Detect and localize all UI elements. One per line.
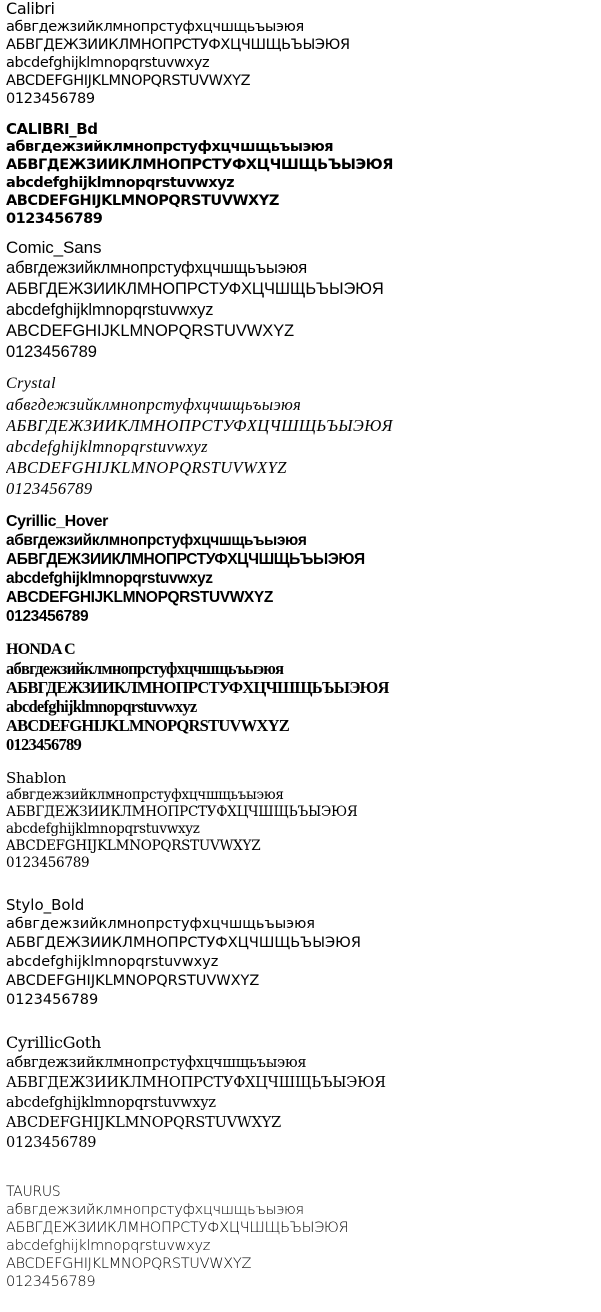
lowercase-cyrillic-sample: абвгдежзийклмнопрстуфхцчшщьъыэюя [6,1202,304,1218]
digits-sample: 0123456789 [6,211,103,227]
font-sample-honda-c [6,640,598,754]
font-name: Stylo_Bold [6,896,85,914]
uppercase-latin-sample: ABCDEFGHIJKLMNOPQRSTUVWXYZ [6,838,261,854]
digits-sample: 0123456789 [6,855,90,871]
lowercase-latin-sample: abcdefghijklmnopqrstuvwxyz [6,437,208,456]
font-sample-comic-sans [6,237,598,363]
font-name: Comic_Sans [6,238,102,257]
digits-sample: 0123456789 [6,91,95,107]
digits-sample: 0123456789 [6,1135,97,1151]
digits-sample: 0123456789 [6,735,81,754]
digits-sample: 0123456789 [6,479,93,498]
lowercase-cyrillic-sample: абвгдежзийклмнопрстуфхцчшщьъыэюя [6,139,334,155]
uppercase-latin-sample: ABCDEFGHIJKLMNOPQRSTUVWXYZ [6,973,260,989]
lowercase-latin-sample: abcdefghijklmnopqrstuvwxyz [6,1095,216,1111]
lowercase-cyrillic-sample: абвгдежзийклмнопрстуфхцчшщьъыэюя [6,19,304,35]
font-sample-crystal [6,373,598,499]
lowercase-latin-sample: abcdefghijklmnopqrstuvwxyz [6,301,214,319]
lowercase-latin-sample: abcdefghijklmnopqrstuvwxyz [6,697,197,716]
uppercase-cyrillic-sample: АБВГДЕЖЗИИКЛМНОПРСТУФХЦЧШЩЬЪЫЭЮЯ [6,804,358,820]
uppercase-latin-sample: ABCDEFGHIJKLMNOPQRSTUVWXYZ [6,589,273,606]
font-name: Calibri [6,0,55,18]
font-name: Crystal [6,375,56,392]
uppercase-latin-sample: ABCDEFGHIJKLMNOPQRSTUVWXYZ [6,1115,281,1131]
lowercase-latin-sample: abcdefghijklmnopqrstuvwxyz [6,821,200,837]
lowercase-cyrillic-sample: абвгдежзийклмнопрстуфхцчшщьъыэюя [6,259,308,277]
font-sample-calibri-bold [6,120,598,228]
uppercase-latin-sample: ABCDEFGHIJKLMNOPQRSTUVWXYZ [6,193,279,209]
lowercase-cyrillic-sample: абвгдежзийклмнопрстуфхцчшщьъыэюя [6,787,284,803]
uppercase-cyrillic-sample: АБВГДЕЖЗИИКЛМНОПРСТУФХЦЧШЩЬЪЫЭЮЯ [6,280,384,298]
lowercase-latin-sample: abcdefghijklmnopqrstuvwxyz [6,55,210,71]
font-sample-calibri [6,0,598,108]
uppercase-latin-sample: ABCDEFGHIJKLMNOPQRSTUVWXYZ [6,458,287,477]
uppercase-latin-sample: ABCDEFGHIJKLMNOPQRSTUVWXYZ [6,716,290,735]
font-sample-cyrillic-hover [6,512,598,626]
uppercase-latin-sample: ABCDEFGHIJKLMNOPQRSTUVWXYZ [6,1256,252,1272]
font-name: Cyrillic_Hover [6,513,109,530]
lowercase-cyrillic-sample: абвгдежзийклмнопрстуфхцчшщьъыэюя [6,395,302,414]
digits-sample: 0123456789 [6,608,89,625]
font-sample-cyrillic-goth [6,1033,598,1153]
uppercase-cyrillic-sample: АБВГДЕЖЗИИКЛМНОПРСТУФХЦЧШЩЬЪЫЭЮЯ [6,551,365,568]
lowercase-latin-sample: abcdefghijklmnopqrstuvwxyz [6,954,219,970]
uppercase-cyrillic-sample: АБВГДЕЖЗИИКЛМНОПРСТУФХЦЧШЩЬЪЫЭЮЯ [6,157,393,173]
font-name: HONDA C [6,641,75,658]
uppercase-cyrillic-sample: АБВГДЕЖЗИИКЛМНОПРСТУФХЦЧШЩЬЪЫЭЮЯ [6,1220,349,1236]
uppercase-cyrillic-sample: АБВГДЕЖЗИИКЛМНОПРСТУФХЦЧШЩЬЪЫЭЮЯ [6,935,361,951]
uppercase-latin-sample: ABCDEFGHIJKLMNOPQRSTUVWXYZ [6,73,251,89]
uppercase-cyrillic-sample: АБВГДЕЖЗИИКЛМНОПРСТУФХЦЧШЩЬЪЫЭЮЯ [6,1075,386,1091]
lowercase-latin-sample: abcdefghijklmnopqrstuvwxyz [6,1238,211,1254]
font-name: Shablon [6,770,67,787]
digits-sample: 0123456789 [6,1274,96,1290]
lowercase-latin-sample: abcdefghijklmnopqrstuvwxyz [6,175,235,191]
font-sample-taurus [6,1183,598,1291]
digits-sample: 0123456789 [6,992,99,1008]
lowercase-cyrillic-sample: абвгдежзийклмнопрстуфхцчшщьъыэюя [6,1055,307,1071]
digits-sample: 0123456789 [6,343,97,361]
uppercase-cyrillic-sample: АБВГДЕЖЗИИКЛМНОПРСТУФХЦЧШЩЬЪЫЭЮЯ [6,37,350,53]
lowercase-cyrillic-sample: абвгдежзийклмнопрстуфхцчшщьъыэюя [6,916,316,932]
lowercase-cyrillic-sample: абвгдежзийклмнопрстуфхцчшщьъыэюя [6,659,284,678]
font-sample-shablon [6,770,598,872]
font-name: CALIBRI_Bd [6,120,98,138]
lowercase-latin-sample: abcdefghijklmnopqrstuvwxyz [6,570,213,587]
uppercase-cyrillic-sample: АБВГДЕЖЗИИКЛМНОПРСТУФХЦЧШЩЬЪЫЭЮЯ [6,678,389,697]
lowercase-cyrillic-sample: абвгдежзийклмнопрстуфхцчшщьъыэюя [6,532,307,549]
font-sample-stylo-bold [6,896,598,1010]
uppercase-latin-sample: ABCDEFGHIJKLMNOPQRSTUVWXYZ [6,322,295,340]
uppercase-cyrillic-sample: АБВГДЕЖЗИИКЛМНОПРСТУФХЦЧШЩЬЪЫЭЮЯ [6,416,393,435]
font-name: CyrillicGoth [6,1033,102,1052]
font-name: TAURUS [6,1184,61,1200]
